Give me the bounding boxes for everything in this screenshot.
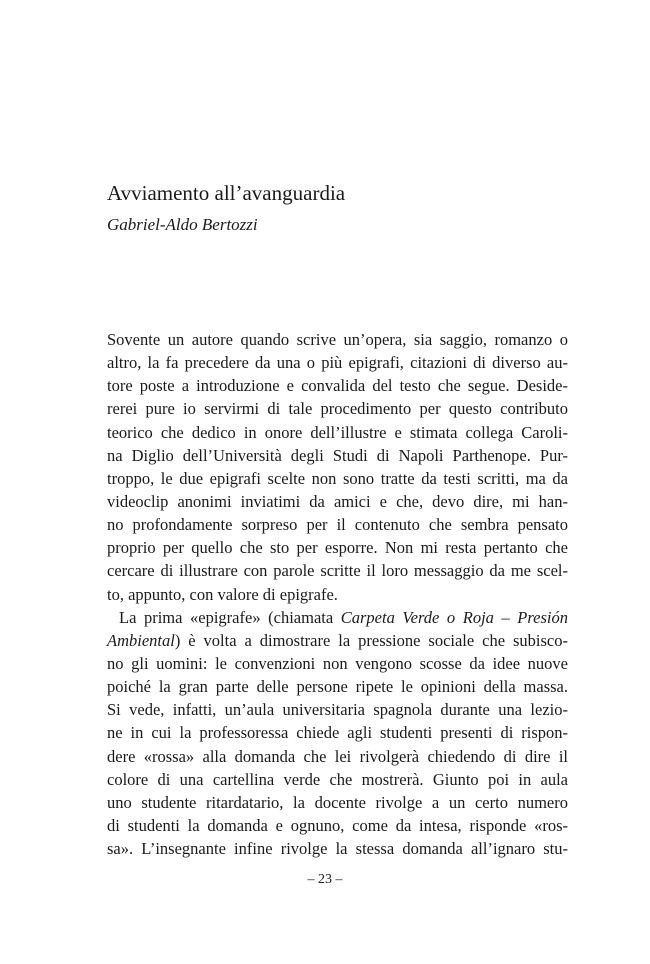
body-text (107, 328, 568, 860)
text-line: troppo, le due epigrafi scelte non sono tratte da testi scritti, ma da (107, 468, 568, 488)
text-line: videoclip anonimi inviatimi da amici e che, devo dire, mi han- (107, 491, 568, 511)
text-line: proprio per quello che sto per esporre. Non mi resta pertanto che (107, 538, 568, 558)
text-line: Ambiental) è volta a dimostrare la pressione sociale che subisco- (107, 630, 568, 650)
article-title: Avviamento all’avanguardia (107, 181, 346, 205)
text-line: Si vede, infatti, un’aula universitaria spagnola durante una lezio- (107, 700, 568, 720)
text-line: sa». L’insegnante infine rivolge la stessa domanda all’ignaro stu- (107, 839, 568, 859)
text-line: uno studente ritardatario, la docente rivolge a un certo numero (107, 792, 568, 812)
text-line: altro, la fa precedere da una o più epigrafi, citazioni di diverso au- (107, 353, 568, 373)
text-line: rerei pure io servirmi di tale procedimento per questo contributo (107, 399, 568, 419)
film-title: Carpeta Verde o Roja – Presión (340, 607, 568, 627)
text-line: tore poste a introduzione e convalida del testo che segue. Deside- (107, 376, 568, 396)
text-line: colore di una cartellina verde che mostrerà. Giunto poi in aula (107, 769, 568, 789)
text-line: no profondamente sorpreso per il contenuto che sembra pensato (107, 515, 568, 535)
text-line: Sovente un autore quando scrive un’opera, sia saggio, romanzo o (107, 330, 568, 349)
text-line: cercare di illustrare con parole scritte il loro messaggio da me scel- (107, 561, 568, 581)
text-line: no gli uomini: le convenzioni non vengono scosse da idee nuove (107, 653, 568, 673)
text-line: to, appunto, con valore di epigrafe. (107, 584, 338, 604)
page-number: – 23 – (307, 872, 343, 887)
article-author: Gabriel-Aldo Bertozzi (107, 215, 258, 234)
text-line: di studenti la domanda e ognuno, come da intesa, risponde «ros- (107, 815, 568, 835)
text-line: poiché la gran parte delle persone ripete le opinioni della massa. (107, 677, 568, 697)
text-line: teorico che dedico in onore dell’illustre e stimata collega Caroli- (107, 422, 568, 442)
text-line: La prima «epigrafe» (chiamata Carpeta Verde o Roja – Presión (119, 607, 568, 627)
text-line: na Diglio dell’Università degli Studi di Napoli Parthenope. Pur- (107, 445, 568, 465)
text-line: dere «rossa» alla domanda che lei rivolgerà chiedendo di dire il (107, 746, 568, 766)
text-line: ne in cui la professoressa chiede agli studenti presenti di rispon- (107, 723, 568, 743)
film-title: Ambiental (107, 630, 175, 650)
